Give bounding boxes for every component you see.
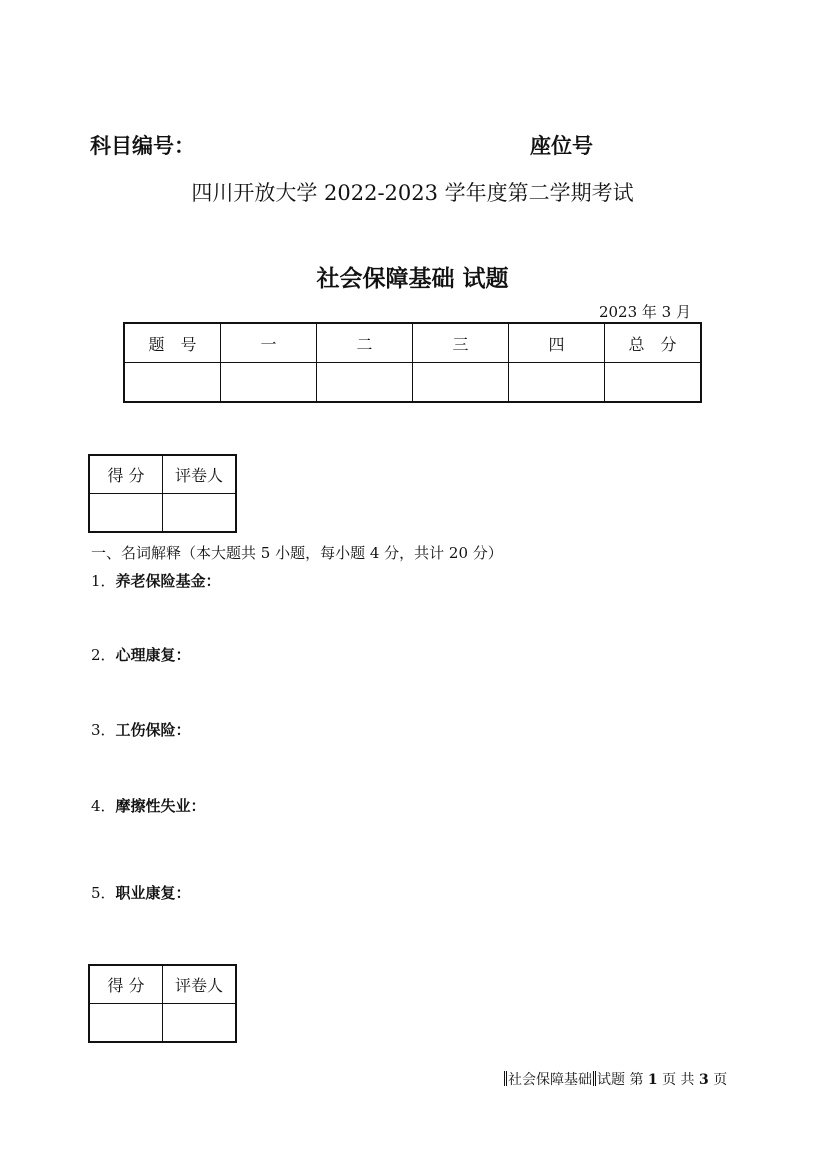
score-cell[interactable] (509, 363, 605, 403)
question-item (91, 719, 191, 740)
score-cell[interactable] (124, 363, 221, 403)
score-table-value-row (124, 363, 701, 403)
grader-label: 评卷人 (163, 965, 237, 1004)
question-item (91, 795, 206, 816)
seat-number-label: 座位号 (530, 134, 593, 158)
score-cell[interactable] (413, 363, 509, 403)
question-number: 5． (91, 884, 116, 902)
score-entry-cell[interactable] (89, 1004, 163, 1043)
grader-entry-cell[interactable] (163, 1004, 237, 1043)
score-table-header: 二 (317, 323, 413, 363)
question-number: 1． (91, 572, 116, 590)
question-text: 养老保险基金： (115, 572, 221, 590)
footer-end: 页 (713, 1072, 728, 1088)
university-exam-line: 四川开放大学 2022-2023 学年度第二学期考试 (191, 181, 634, 205)
footer-page-number: 1 (647, 1072, 658, 1088)
question-text: 职业康复： (115, 884, 191, 902)
score-label: 得 分 (89, 455, 163, 494)
grader-entry-cell[interactable] (163, 494, 237, 533)
question-number: 3． (91, 721, 116, 739)
score-summary-table (123, 322, 702, 403)
score-table-header: 总 分 (605, 323, 702, 363)
question-number: 2． (91, 646, 116, 664)
question-text: 心理康复： (115, 646, 191, 664)
field-marker (504, 1071, 507, 1086)
grader-label: 评卷人 (163, 455, 237, 494)
question-text: 工伤保险： (115, 721, 191, 739)
score-table-header: 题 号 (124, 323, 221, 363)
score-table-header: 三 (413, 323, 509, 363)
grader-box (88, 964, 237, 1043)
question-item (91, 882, 191, 903)
score-table-header: 四 (509, 323, 605, 363)
exam-date: 2023 年 3 月 (598, 303, 691, 321)
score-entry-cell[interactable] (89, 494, 163, 533)
footer-suffix: 试题 第 (597, 1072, 644, 1088)
footer-total-pages: 3 (699, 1072, 709, 1088)
exam-title: 社会保障基础 试题 (316, 266, 509, 292)
score-table-header: 一 (221, 323, 317, 363)
page-footer (503, 1069, 727, 1089)
score-cell[interactable] (317, 363, 413, 403)
section-heading: 一、名词解释（本大题共 5 小题，每小题 4 分，共计 20 分） (91, 544, 503, 562)
subject-code-label: 科目编号： (90, 134, 195, 158)
field-marker (593, 1071, 596, 1086)
score-cell[interactable] (605, 363, 702, 403)
score-table-header-row (124, 323, 701, 363)
footer-doc-name: 社会保障基础 (508, 1072, 592, 1088)
score-label: 得 分 (89, 965, 163, 1004)
question-item (91, 644, 191, 665)
question-item (91, 570, 221, 591)
question-number: 4． (91, 797, 116, 815)
grader-box (88, 454, 237, 533)
question-text: 摩擦性失业： (115, 797, 206, 815)
score-cell[interactable] (221, 363, 317, 403)
footer-mid: 页 共 (662, 1072, 695, 1088)
